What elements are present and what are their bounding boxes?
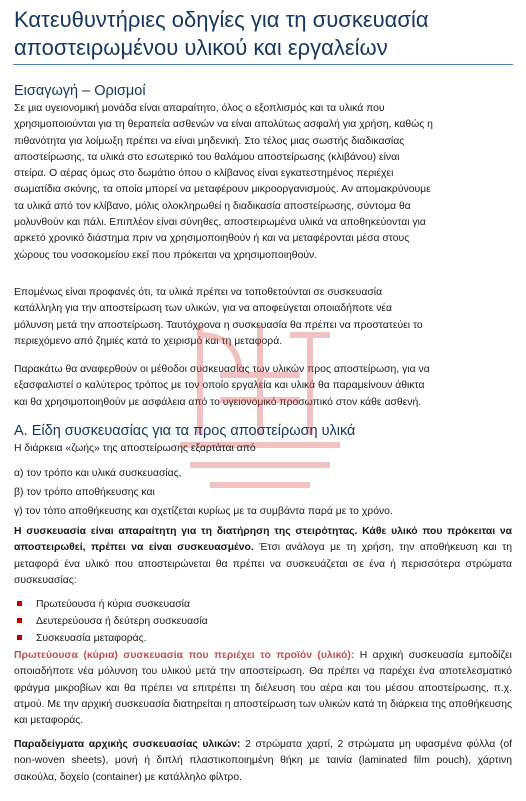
text-line: μόλυνση μετά την αποστείρωση. Ταυτόχρονα η συσκευασία θα πρέπει να προστατεύει το [14,319,423,331]
bullet-item [14,613,512,630]
title-underline [13,64,513,65]
paragraph-intro [14,101,512,264]
red-square-bullet-icon [17,601,22,606]
section-a-heading: Α. Είδη συσκευασίας για τα προς αποστείρωση υλικά [14,423,356,439]
bullet-label: Δευτερεύουσα ή δεύτερη συσκευασία [36,616,208,627]
text-line: και θα χρησιμοποιηθούν με ασφάλεια από το υγειονομικό προσωπικό στον κάθε ασθενή. [14,396,422,408]
text-line: κατάλληλη για την αποστείρωση των υλικών, για να αποφεύγεται οποιαδήποτε νέα [14,303,393,315]
text-line: στείρα. Ο αέρας όμως στο δωμάτιο όπου ο κλίβανος είναι εγκατεστημένος περιέχει [14,168,394,180]
red-square-bullet-icon [17,618,22,623]
bold-label: Παραδείγματα αρχικής συσκευασίας υλικών: [14,739,241,750]
text-line: Παρακάτω θα αναφερθούν οι μέθοδοι συσκευασίας των υλικών προς αποστείρωση, για να [14,364,430,375]
text-line: περιεχόμενο από ζημιές κατά το χειρισμό και τη μεταφορά. [14,335,283,347]
text-line: πιθανότητα για λοίμωξη πρέπει να είναι μηδενική. Στο τέλος μιας σωστής διαδικασίας [14,135,405,147]
bullet-item [14,596,512,613]
list-item: γ) τον τόπο αποθήκευσης και σχετίζεται κυρίως με τα συμβάντα παρά με το χρόνο. [14,506,393,517]
paragraph-examples [14,737,512,786]
paragraph-packaging-necessity [14,524,512,589]
intro-heading: Εισαγωγή – Ορισμοί [14,83,146,99]
paragraph-text: 2 στρώματα χαρτί, 2 στρώματα μη υφασμένα φύλλα (of non-woven sheets), μονή ή διπλή πλαστικοποιημένη θήκη με ταινία (laminated film pouch), χάρτινη σακούλα, δοχείο (container) με κατάλληλο φίλτρο. [14,739,512,783]
list-item: α) τον τρόπο και υλικά συσκευασίας, [14,468,182,479]
text-line: τα υλικά από τον κλίβανο, μόλις ολοκληρωθεί η διαδικασία αποστείρωσης, σύντομα θα [14,200,411,212]
section-a-intro: Η διάρκεια «ζωής» της αποστείρωσης εξαρτάται από [14,443,256,454]
page-title: Κατευθυντήριες οδηγίες για τη συσκευασία αποστειρωμένου υλικού και εργαλείων [14,7,429,60]
bullet-label: Πρωτεύουσα ή κύρια συσκευασία [36,599,190,610]
text-line: μολυνθούν και πάλι. Επιπλέον είναι σύνηθες, αποστειρωμένα υλικά να αποθηκεύονται για [14,217,426,229]
text-line: αρκετό χρονικό διάστημα πριν να χρησιμοποιηθούν ή και να μεταφέρονται μέσα στους [14,233,410,245]
section-a-list [14,465,512,520]
text-line: εξασφαλιστεί ο καλύτερος τρόπος με τον οποίο εργαλεία και υλικά θα παραμείνουν άθικτα [14,380,425,392]
bullet-label: Συσκευασία μεταφοράς. [36,633,147,644]
paragraph-text: Η αρχική συσκευασία εμποδίζει οποιαδήποτε νέα μόλυνση του υλικού μετά την αποστείρωση. Θα πρέπει να παρέχει ένα αποτελεσματικό φράγμα μικροβίων και θα πρέπει να επιτρέπει τη διέλευση του αέρα και του μέσου αποστείρωσης, π.χ. ατμού. Με την αρχική συσκευασία διατηρείται η αποστείρωση των υλικών κατά τη διάρκεια της αποθήκευσης και μεταφοράς. [14,650,512,727]
paragraph-primary-packaging [14,648,512,729]
bullet-item [14,630,512,647]
text-line: αποστείρωσης, τα υλικά στο εσωτερικό του θαλάμου αποστείρωσης (κλιβάνου) είναι [14,151,400,163]
text-line: χώρους του νοσοκομείου εκεί που πρόκειται να χρησιμοποιηθούν. [14,249,318,261]
packaging-layers-list [14,596,512,647]
highlighted-term: Πρωτεύουσα (κύρια) συσκευασία που περιέχει το προϊόν (υλικό): [14,650,355,661]
bold-statement: Η συσκευασία είναι απαραίτητη για τη διατήρηση της στειρότητας. Κάθε υλικό που πρόκειται να αποστειρωθεί, πρέπει να είναι συσκευασμένο. [14,526,512,554]
text-line: σωματίδια σκόνης, τα οποία μπορεί να μεταφέρουν μικροοργανισμούς. Αν απομακρύνουμε [14,184,431,196]
text-line: χρησιμοποιούνται για τη θεραπεία ασθενών να είναι απολύτως ασφαλή για χρήση, καθώς η [14,119,433,131]
text-line: Επομένως είναι προφανές ότι, τα υλικά πρέπει να τοποθετούνται σε συσκευασία [14,287,383,298]
list-item: β) τον τρόπο αποθήκευσης και [14,487,155,498]
paragraph-text: Έτσι ανάλογα με τη χρήση, την αποθήκευση και τη μεταφορά ένα υλικό που αποστειρώνεται θα πρέπει να συσκευάζεται σε ένα ή περισσότερα στρώματα συσκευασίας: [14,542,512,586]
text-line: Σε μια υγειονομική μονάδα είναι απαραίτητο, όλος ο εξοπλισμός και τα υλικά που [14,103,385,114]
red-square-bullet-icon [17,635,22,640]
